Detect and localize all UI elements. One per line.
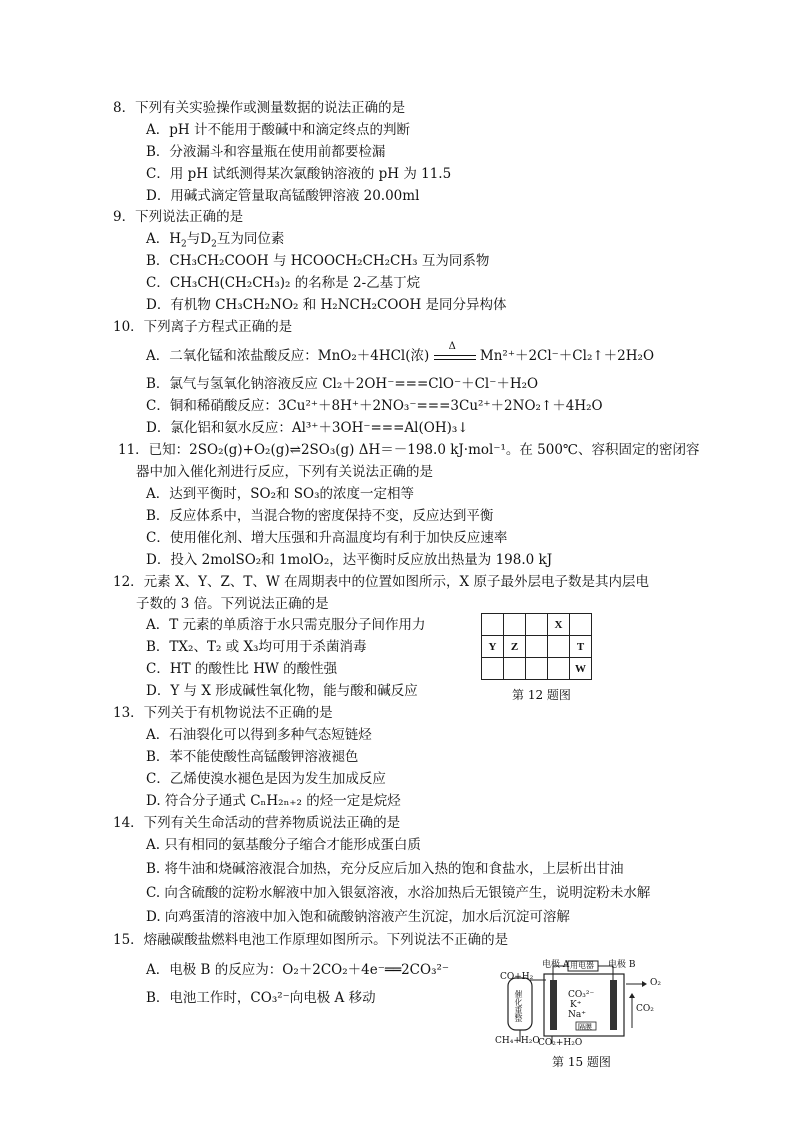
grid-cell: Y (482, 636, 504, 658)
q15-option-b: B．电池工作时，CO₃²⁻向电极 A 移动 (146, 990, 376, 1006)
q10-option-b: B．氯气与氢氧化钠溶液反应 Cl₂＋2OH⁻===ClO⁻＋Cl⁻＋H₂O (146, 376, 539, 392)
q15-stem: 15．熔融碳酸盐燃料电池工作原理如图所示。下列说法不正确的是 (113, 932, 509, 948)
q10-a-delta: Δ (448, 340, 456, 352)
q11-option-a: A．达到平衡时，SO₂和 SO₃的浓度一定相等 (146, 486, 414, 502)
fig-electrode-a: 电极 A (542, 960, 570, 970)
q9-a-part1: A．H (146, 231, 182, 247)
q8-option-b: B．分液漏斗和容量瓶在使用前都要检漏 (146, 144, 386, 160)
q8-stem: 8．下列有关实验操作或测量数据的说法正确的是 (113, 100, 406, 116)
fig-in-gas: CO+H₂ (500, 972, 534, 982)
fig-ion-3: Na⁺ (568, 1010, 586, 1020)
fig-o2: O₂ (650, 978, 661, 988)
grid-cell (482, 658, 504, 680)
q12-stem-line2: 子数的 3 倍。下列说法正确的是 (136, 596, 329, 612)
q10-a-arrow (434, 340, 476, 364)
q10-option-a (146, 340, 655, 366)
q10-a-equals-line (434, 359, 476, 360)
q12-figure-caption: 第 12 题图 (512, 688, 571, 702)
q14-option-b: B. 将牛油和烧碱溶液混合加热，充分反应后加入热的饱和食盐水，上层析出甘油 (146, 861, 624, 877)
fig-device: 用电器 (570, 961, 594, 970)
grid-cell (548, 636, 570, 658)
grid-cell (526, 614, 548, 636)
q10-option-d: D．氯化铝和氨水反应：Al³⁺＋3OH⁻===Al(OH)₃↓ (146, 420, 469, 436)
q12-option-d: D．Y 与 X 形成碱性氧化物，能与酸和碱反应 (146, 683, 418, 699)
q10-a-equals-line (434, 355, 476, 356)
q9-a-sub1: 2 (181, 239, 187, 250)
q11-option-d: D．投入 2molSO₂和 1molO₂，达平衡时反应放出热量为 198.0 kJ (146, 552, 553, 568)
q13-option-c: C．乙烯使溴水褪色是因为发生加成反应 (146, 771, 386, 787)
q11-stem-line2: 器中加入催化剂进行反应，下列有关说法正确的是 (136, 464, 433, 480)
fig-reformer: 催化重整 (514, 990, 523, 1022)
q15-option-a: A．电极 B 的反应为：O₂＋2CO₂＋4e⁻══2CO₃²⁻ (146, 962, 450, 978)
periodic-table-grid (481, 613, 592, 680)
fig-ion-2: K⁺ (570, 1000, 582, 1010)
q10-a-right: Mn²⁺＋2Cl⁻＋Cl₂↑＋2H₂O (479, 348, 655, 364)
fig-bottom-mid: CO₂+H₂O (538, 1038, 583, 1048)
q12-option-a: A．T 元素的单质溶于水只需克服分子间作用力 (146, 617, 426, 633)
q13-option-a: A．石油裂化可以得到多种气态短链烃 (146, 727, 372, 743)
q9-option-d: D．有机物 CH₃CH₂NO₂ 和 H₂NCH₂COOH 是同分异构体 (146, 297, 507, 313)
grid-cell (482, 614, 504, 636)
grid-row (482, 658, 592, 680)
grid-cell: W (570, 658, 592, 680)
q12-option-c: C．HT 的酸性比 HW 的酸性强 (146, 661, 338, 677)
fig-electrode-b: 电极 B (608, 960, 636, 970)
q13-stem: 13．下列关于有机物说法不正确的是 (113, 705, 333, 721)
q13-option-b: B．苯不能使酸性高锰酸钾溶液褪色 (146, 749, 359, 765)
co2-arrowhead (629, 993, 635, 998)
q13-option-d: D. 符合分子通式 CₙH₂ₙ₊₂ 的烃一定是烷烃 (146, 793, 401, 809)
q9-a-sub2: 2 (211, 239, 217, 250)
electrode-b-plate (610, 980, 617, 1030)
fig-membrane: 隔膜 (578, 1023, 592, 1031)
fig-ion-1: CO₃²⁻ (568, 990, 595, 1000)
q10-a-left: A．二氧化锰和浓盐酸反应：MnO₂＋4HCl(浓) (146, 348, 430, 364)
grid-cell: T (570, 636, 592, 658)
q14-option-d: D. 向鸡蛋清的溶液中加入饱和硫酸钠溶液产生沉淀，加水后沉淀可溶解 (146, 909, 570, 925)
fig-bottom-left: CH₄+H₂O (495, 1036, 540, 1046)
q10-stem: 10．下列离子方程式正确的是 (113, 319, 293, 335)
q9-stem: 9．下列说法正确的是 (113, 209, 244, 225)
grid-cell (504, 614, 526, 636)
grid-cell (504, 658, 526, 680)
q8-option-a: A．pH 计不能用于酸碱中和滴定终点的判断 (146, 122, 410, 138)
q14-stem: 14．下列有关生命活动的营养物质说法正确的是 (113, 815, 401, 831)
q15-figure-caption: 第 15 题图 (552, 1055, 611, 1069)
grid-cell: Z (504, 636, 526, 658)
q9-a-part3: 互为同位素 (216, 231, 285, 247)
grid-cell (570, 614, 592, 636)
grid-cell: X (548, 614, 570, 636)
q10-option-c: C．铜和稀硝酸反应：3Cu²⁺＋8H⁺＋2NO₃⁻===3Cu²⁺＋2NO₂↑＋4H₂O (146, 398, 603, 414)
grid-cell (526, 658, 548, 680)
q12-stem-line1: 12．元素 X、Y、Z、T、W 在周期表中的位置如图所示，X 原子最外层电子数是其内层电 (113, 574, 649, 590)
q9-a-part2: 与D (186, 231, 212, 247)
grid-cell (548, 658, 570, 680)
grid-row (482, 614, 592, 636)
electrode-a-plate (550, 980, 557, 1030)
q9-option-c: C．CH₃CH(CH₂CH₃)₂ 的名称是 2-乙基丁烷 (146, 275, 421, 291)
q9-option-a (146, 229, 284, 249)
q8-option-c: C．用 pH 试纸测得某次氯酸钠溶液的 pH 为 11.5 (146, 166, 452, 182)
fig-co2: CO₂ (636, 1004, 654, 1014)
q11-option-c: C．使用催化剂、增大压强和升高温度均有利于加快反应速率 (146, 530, 508, 546)
grid-cell (526, 636, 548, 658)
q14-option-c: C. 向含硫酸的淀粉水解液中加入银氨溶液，水浴加热后无银镜产生，说明淀粉未水解 (146, 885, 651, 901)
o2-arrowhead (642, 981, 647, 987)
q12-option-b: B．TX₂、T₂ 或 X₃均可用于杀菌消毒 (146, 639, 367, 655)
q11-option-b: B．反应体系中，当混合物的密度保持不变，反应达到平衡 (146, 508, 494, 524)
q14-option-a: A. 只有相同的氨基酸分子缩合才能形成蛋白质 (146, 837, 421, 853)
q8-option-d: D．用碱式滴定管量取高锰酸钾溶液 20.00ml (146, 188, 420, 204)
q11-stem-line1: 11．已知：2SO₂(g)+O₂(g)⇌2SO₃(g) ΔH＝－198.0 kJ·mol⁻¹。在 500℃、容积固定的密闭容 (118, 442, 700, 458)
q9-option-b: B．CH₃CH₂COOH 与 HCOOCH₂CH₂CH₃ 互为同系物 (146, 253, 490, 269)
grid-row (482, 636, 592, 658)
